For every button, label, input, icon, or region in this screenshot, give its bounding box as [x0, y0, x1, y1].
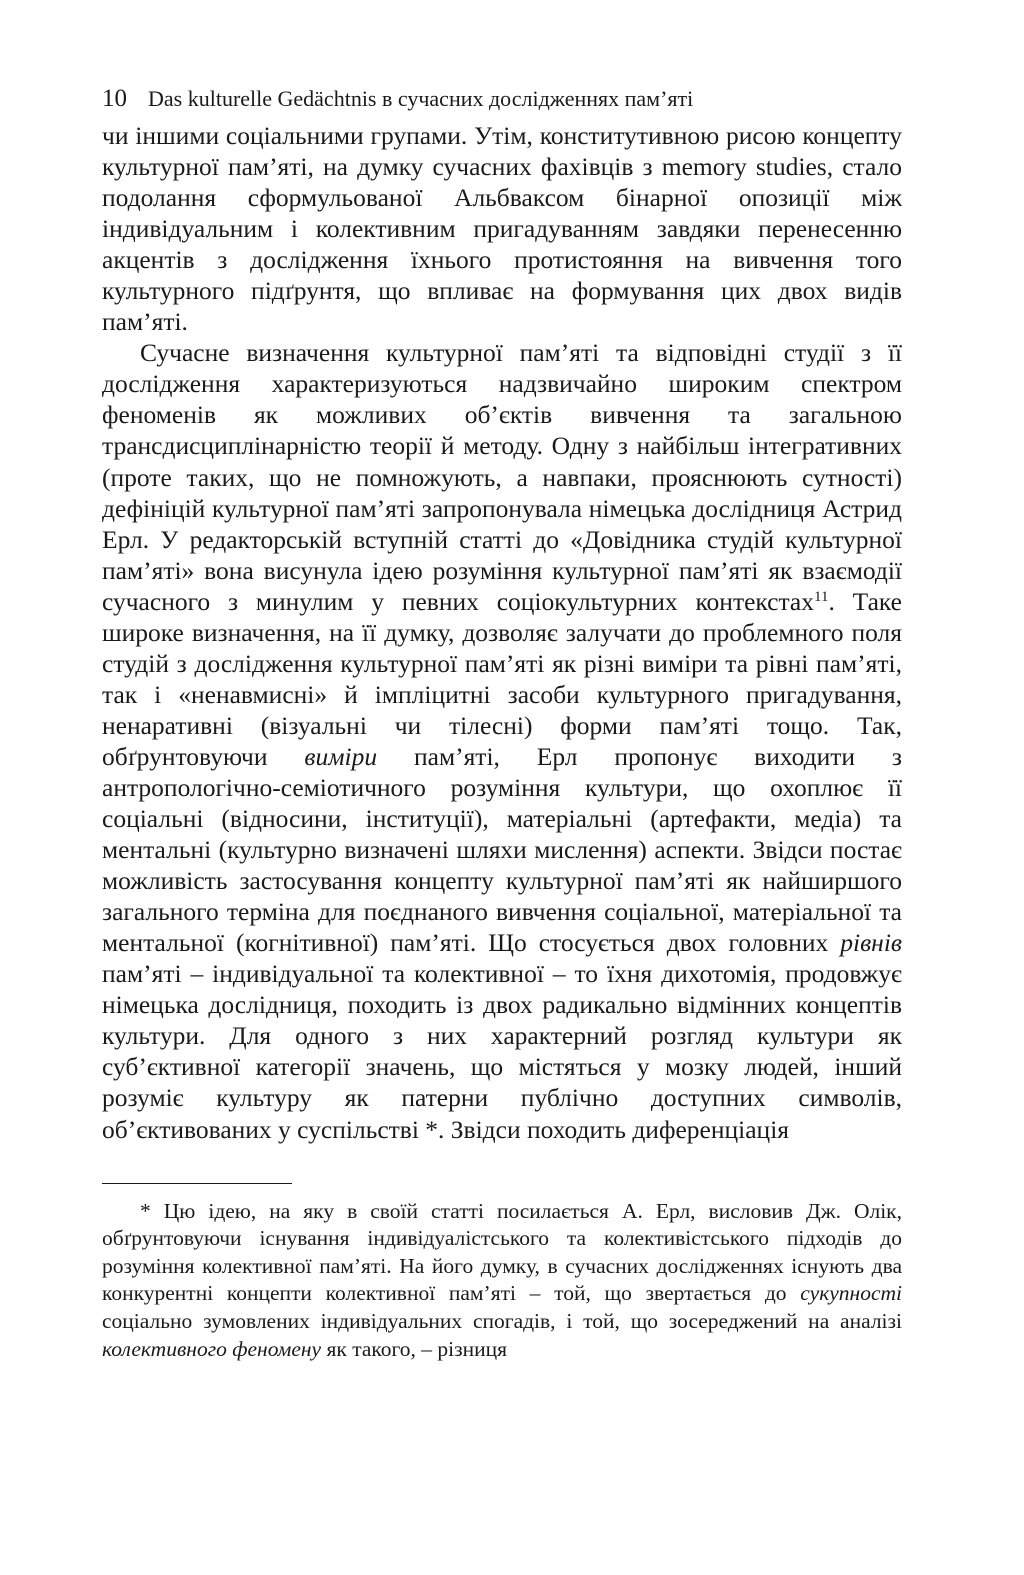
text-run: . Таке широке визначення, на її думку, дозволяє залучати до проблемного поля студій з дослідження культурної пам’яті як різні виміри та рівні пам’яті, так і «ненавмисні» й імпліцитні засоби культурного пригадування, ненаративні (візуальні чи тілесні) форми пам’яті тощо. Так, обґрунтовуючи — [102, 586, 902, 771]
text-run: пам’яті, Ерл пропонує виходити з антропологічно-семіотичного розуміння культури, що охоплює її соціальні (відносини, інституції), матеріальні (артефакти, медіа) та ментальні (культурно визначені шляхи мислення) аспекти. Звідси постає можливість застосування концепту культурної пам’яті як найширшого загального терміна для поєднаного вивчення соціальної, матеріальної та ментальної (когнітивної) пам’яті. Що стосується двох головних — [102, 741, 902, 958]
text-run: * Цю ідею, на яку в своїй статті посилається А. Ерл, висловив Дж. Олік, обґрунтовуючи існування індивідуалістського та колективістського підходів до розуміння колективної пам’яті. На його думку, в сучасних дослідженнях існують два конкурентні концепти колективної пам’яті – той, що звертається до — [102, 1198, 902, 1306]
footnote-divider — [102, 1183, 292, 1184]
paragraph: чи іншими соціальними групами. Утім, конститутивною рисою концепту культурної пам’яті, на думку сучасних фахівців з memory studies, стало подолання сформульованої Альбваксом бінарної опозиції між індивідуальним і колективним пригадуванням завдяки перенесенню акцентів з дослідження їхнього протистояння на вивчення того культурного підґрунтя, що впливає на формування цих двох видів пам’яті. — [102, 121, 902, 337]
footnote — [102, 1198, 902, 1364]
running-title: Das kulturelle Gedächtnis в сучасних дослідженнях пам’яті — [148, 86, 694, 111]
text-run: як такого, – різниця — [321, 1336, 508, 1361]
text-run: соціально зумовлених індивідуальних спогадів, і той, що зосереджений на аналізі — [102, 1308, 902, 1333]
running-head — [102, 84, 902, 120]
text-run: пам’яті – індивідуальної та колективної – то їхня дихотомія, продовжує німецька дослідниця, походить із двох радикально відмінних концептів культури. Для одного з них характерний розгляд культури як суб’єктивної категорії значень, що містяться у мозку людей, інший розуміє культуру як патерни публічно доступних символів, об’єктивованих у суспільстві *. Звідси походить диференціація — [102, 959, 902, 1144]
page-number: 10 — [102, 85, 127, 112]
emphasis: виміри — [304, 741, 378, 771]
emphasis: колективного феномену — [102, 1336, 322, 1361]
book-page — [102, 84, 902, 1363]
emphasis: рівнів — [840, 928, 902, 958]
text-run: Сучасне визначення культурної пам’яті та відповідні студії з її дослідження характеризуються надзвичайно широким спектром феноменів як можливих об’єктів вивчення та загальною трансдисциплінарністю теорії й методу. Одну з найбільш інтегративних (проте таких, що не помножують, а навпаки, прояснюють сутності) дефініцій культурної пам’яті запропонувала німецька дослідниця Астрид Ерл. У редакторській вступній статті до «Довідника студій культурної пам’яті» вона висунула ідею розуміння культурної пам’яті як взаємодії сучасного з минулим у певних соціокультурних контекстах — [102, 338, 902, 616]
footnote-reference: 11 — [814, 588, 829, 605]
emphasis: сукупності — [800, 1281, 902, 1306]
paragraph — [102, 337, 902, 1144]
body-text — [102, 120, 902, 1145]
